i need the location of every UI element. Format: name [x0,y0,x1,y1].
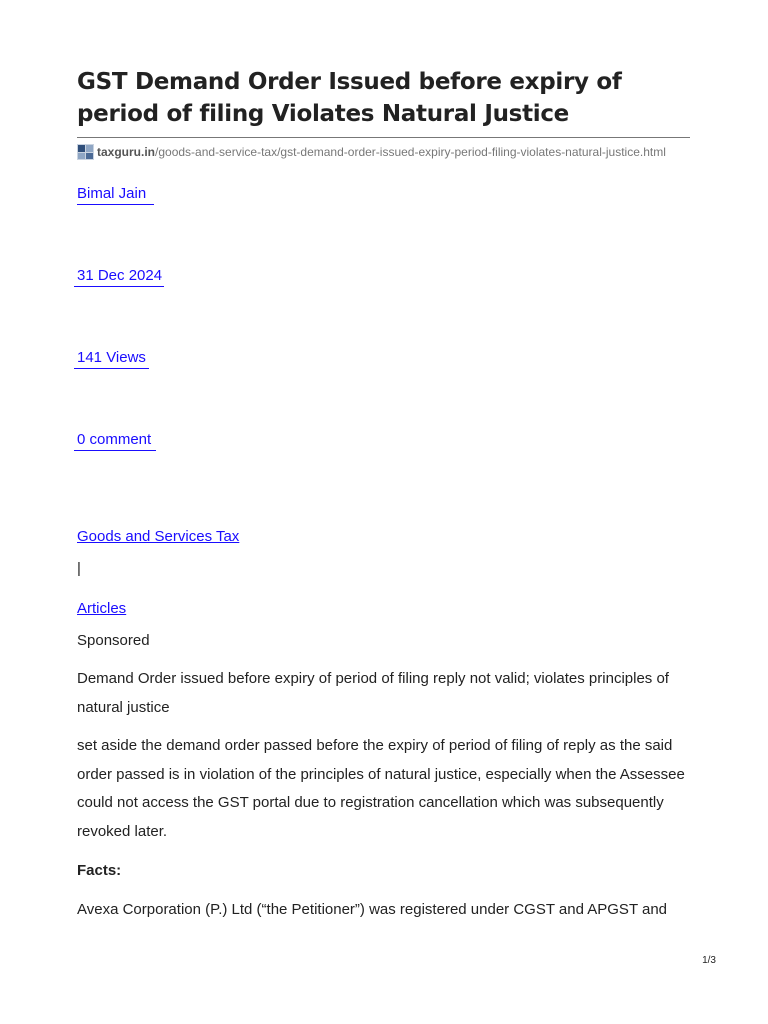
views-link[interactable]: 141 Views [77,349,146,366]
sponsored-label: Sponsored [77,632,150,649]
source-url[interactable] [77,144,666,160]
category-link-gst[interactable]: Goods and Services Tax [77,528,240,545]
taxguru-favicon-icon [77,144,94,160]
date-underline [74,286,164,287]
views-underline [74,368,149,369]
comments-link[interactable]: 0 comment [77,431,152,448]
facts-heading: Facts: [77,862,122,879]
category-separator: | [77,560,81,577]
title-divider [77,137,690,138]
intro-paragraph: Demand Order issued before expiry of period of filing reply not valid; violates principles of natural justice [77,670,669,716]
author-underline [77,204,154,205]
source-domain: taxguru.in [97,145,156,159]
comments-underline [74,450,156,451]
article-title: GST Demand Order Issued before expiry of period of filing Violates Natural Justice [77,69,622,127]
source-path: /goods-and-service-tax/gst-demand-order-issued-expiry-period-filing-violates-natural-justice.html [155,145,666,159]
page-number: 1/3 [702,955,716,966]
date-link[interactable]: 31 Dec 2024 [77,267,163,284]
summary-paragraph: set aside the demand order passed before the expiry of period of filing of reply as the said order passed is in violation of the principles of natural justice, especially when the Assessee could not access the GST portal due to registration cancellation which was subsequently revoked later. [77,737,685,841]
author-link[interactable]: Bimal Jain [77,185,147,202]
category-link-articles[interactable]: Articles [77,600,127,617]
facts-paragraph: Avexa Corporation (P.) Ltd (“the Petitioner”) was registered under CGST and APGST and [77,901,668,918]
